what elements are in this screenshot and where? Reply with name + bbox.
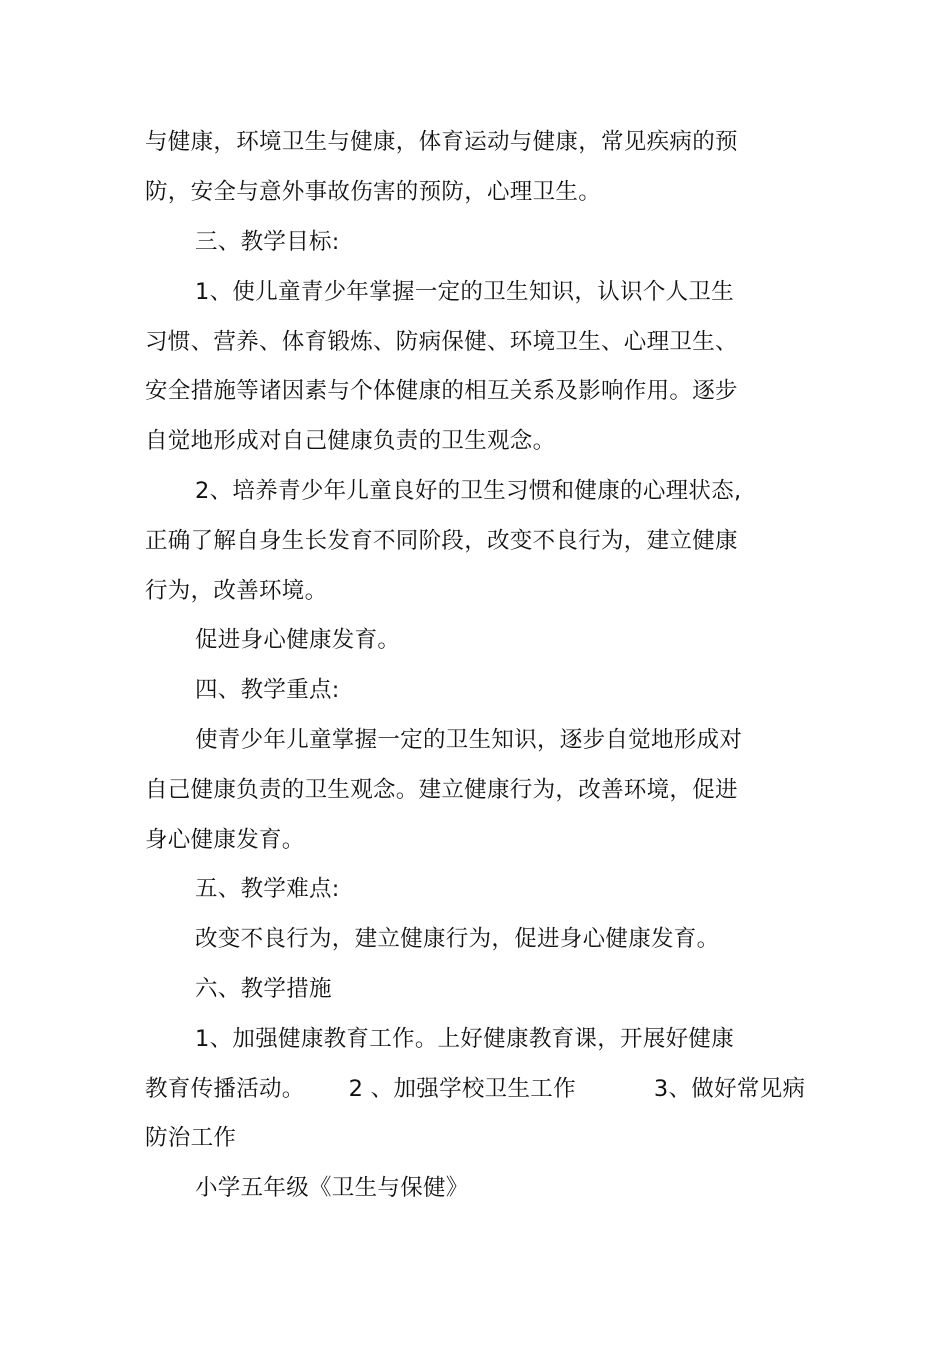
paragraph-line: 2、培养青少年儿童良好的卫生习惯和健康的心理状态,	[195, 478, 742, 504]
paragraph-line: 行为，改善环境。	[145, 578, 328, 604]
next-document-title: 小学五年级《卫生与保健》	[195, 1175, 469, 1201]
measures-part-3: 3、做好常见病	[653, 1076, 806, 1102]
paragraph-line: 自己健康负责的卫生观念。建立健康行为，改善环境，促进	[145, 777, 738, 803]
section-heading-teaching-goals: 三、教学目标:	[195, 229, 340, 255]
measures-part-2: 2 、加强学校卫生工作	[348, 1076, 576, 1102]
paragraph-line: 身心健康发育。	[145, 827, 305, 853]
paragraph-line: 1、加强健康教育工作。上好健康教育课，开展好健康	[195, 1026, 735, 1052]
section-heading-teaching-difficulty: 五、教学难点:	[195, 876, 340, 902]
paragraph-line: 促进身心健康发育。	[195, 627, 401, 653]
section-heading-teaching-measures: 六、教学措施	[195, 976, 332, 1002]
paragraph-line: 1、使儿童青少年掌握一定的卫生知识，认识个人卫生	[195, 279, 735, 305]
paragraph-line: 安全措施等诸因素与个体健康的相互关系及影响作用。逐步	[145, 378, 738, 404]
paragraph-line: 与健康，环境卫生与健康，体育运动与健康，常见疾病的预	[145, 129, 738, 155]
section-heading-teaching-focus: 四、教学重点:	[195, 677, 340, 703]
paragraph-line: 习惯、营养、体育锻炼、防病保健、环境卫生、心理卫生、	[145, 329, 738, 355]
paragraph-line: 自觉地形成对自己健康负责的卫生观念。	[145, 428, 556, 454]
paragraph-line: 改变不良行为，建立健康行为，促进身心健康发育。	[195, 926, 720, 952]
measures-part-1: 教育传播活动。	[145, 1076, 305, 1102]
paragraph-line: 正确了解自身生长发育不同阶段，改变不良行为，建立健康	[145, 528, 738, 554]
paragraph-line: 防治工作	[145, 1125, 237, 1151]
paragraph-line: 防，安全与意外事故伤害的预防，心理卫生。	[145, 179, 602, 205]
paragraph-line: 使青少年儿童掌握一定的卫生知识，逐步自觉地形成对	[195, 727, 743, 753]
measures-line	[145, 1064, 905, 1114]
